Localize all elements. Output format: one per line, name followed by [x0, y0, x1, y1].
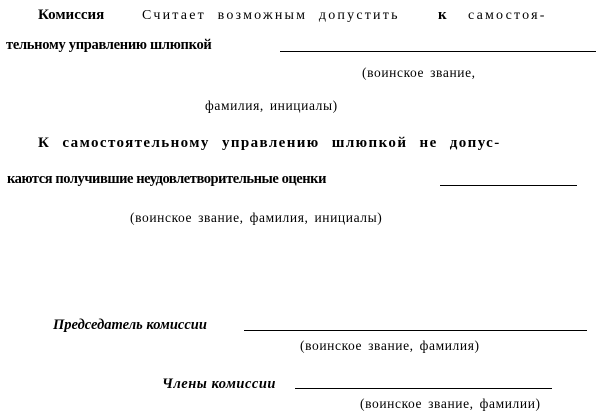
- caption-rank: (воинское звание,: [362, 65, 476, 80]
- boat-control-line: тельному управлению шлюпкой: [6, 37, 212, 53]
- caption-surname-initials: фамилия, инициалы): [205, 98, 338, 113]
- chairman-label: Председатель комиссии: [53, 317, 207, 333]
- chairman-caption: (воинское звание, фамилия): [300, 338, 480, 353]
- not-admitted-line-1: К самостоятельному управлению шлюпкой не допус-: [38, 135, 501, 151]
- members-signature-line: [295, 375, 552, 393]
- allow-text-tail: самостоя-: [468, 8, 547, 23]
- commission-word: Комиссия: [38, 7, 105, 23]
- members-caption: (воинское звание, фамилии): [360, 396, 541, 411]
- fill-in-line-1: [280, 38, 596, 56]
- fill-in-line-2: [440, 172, 577, 190]
- caption-not-admitted: (воинское звание, фамилия, инициалы): [130, 210, 383, 225]
- not-admitted-line-2: каются получившие неудовлетворительные оценки: [7, 171, 326, 187]
- preposition-k: к: [438, 7, 447, 23]
- allow-text: Считает возможным допустить: [142, 8, 400, 23]
- members-label: Члены комиссии: [162, 376, 276, 392]
- chairman-signature-line: [244, 317, 587, 335]
